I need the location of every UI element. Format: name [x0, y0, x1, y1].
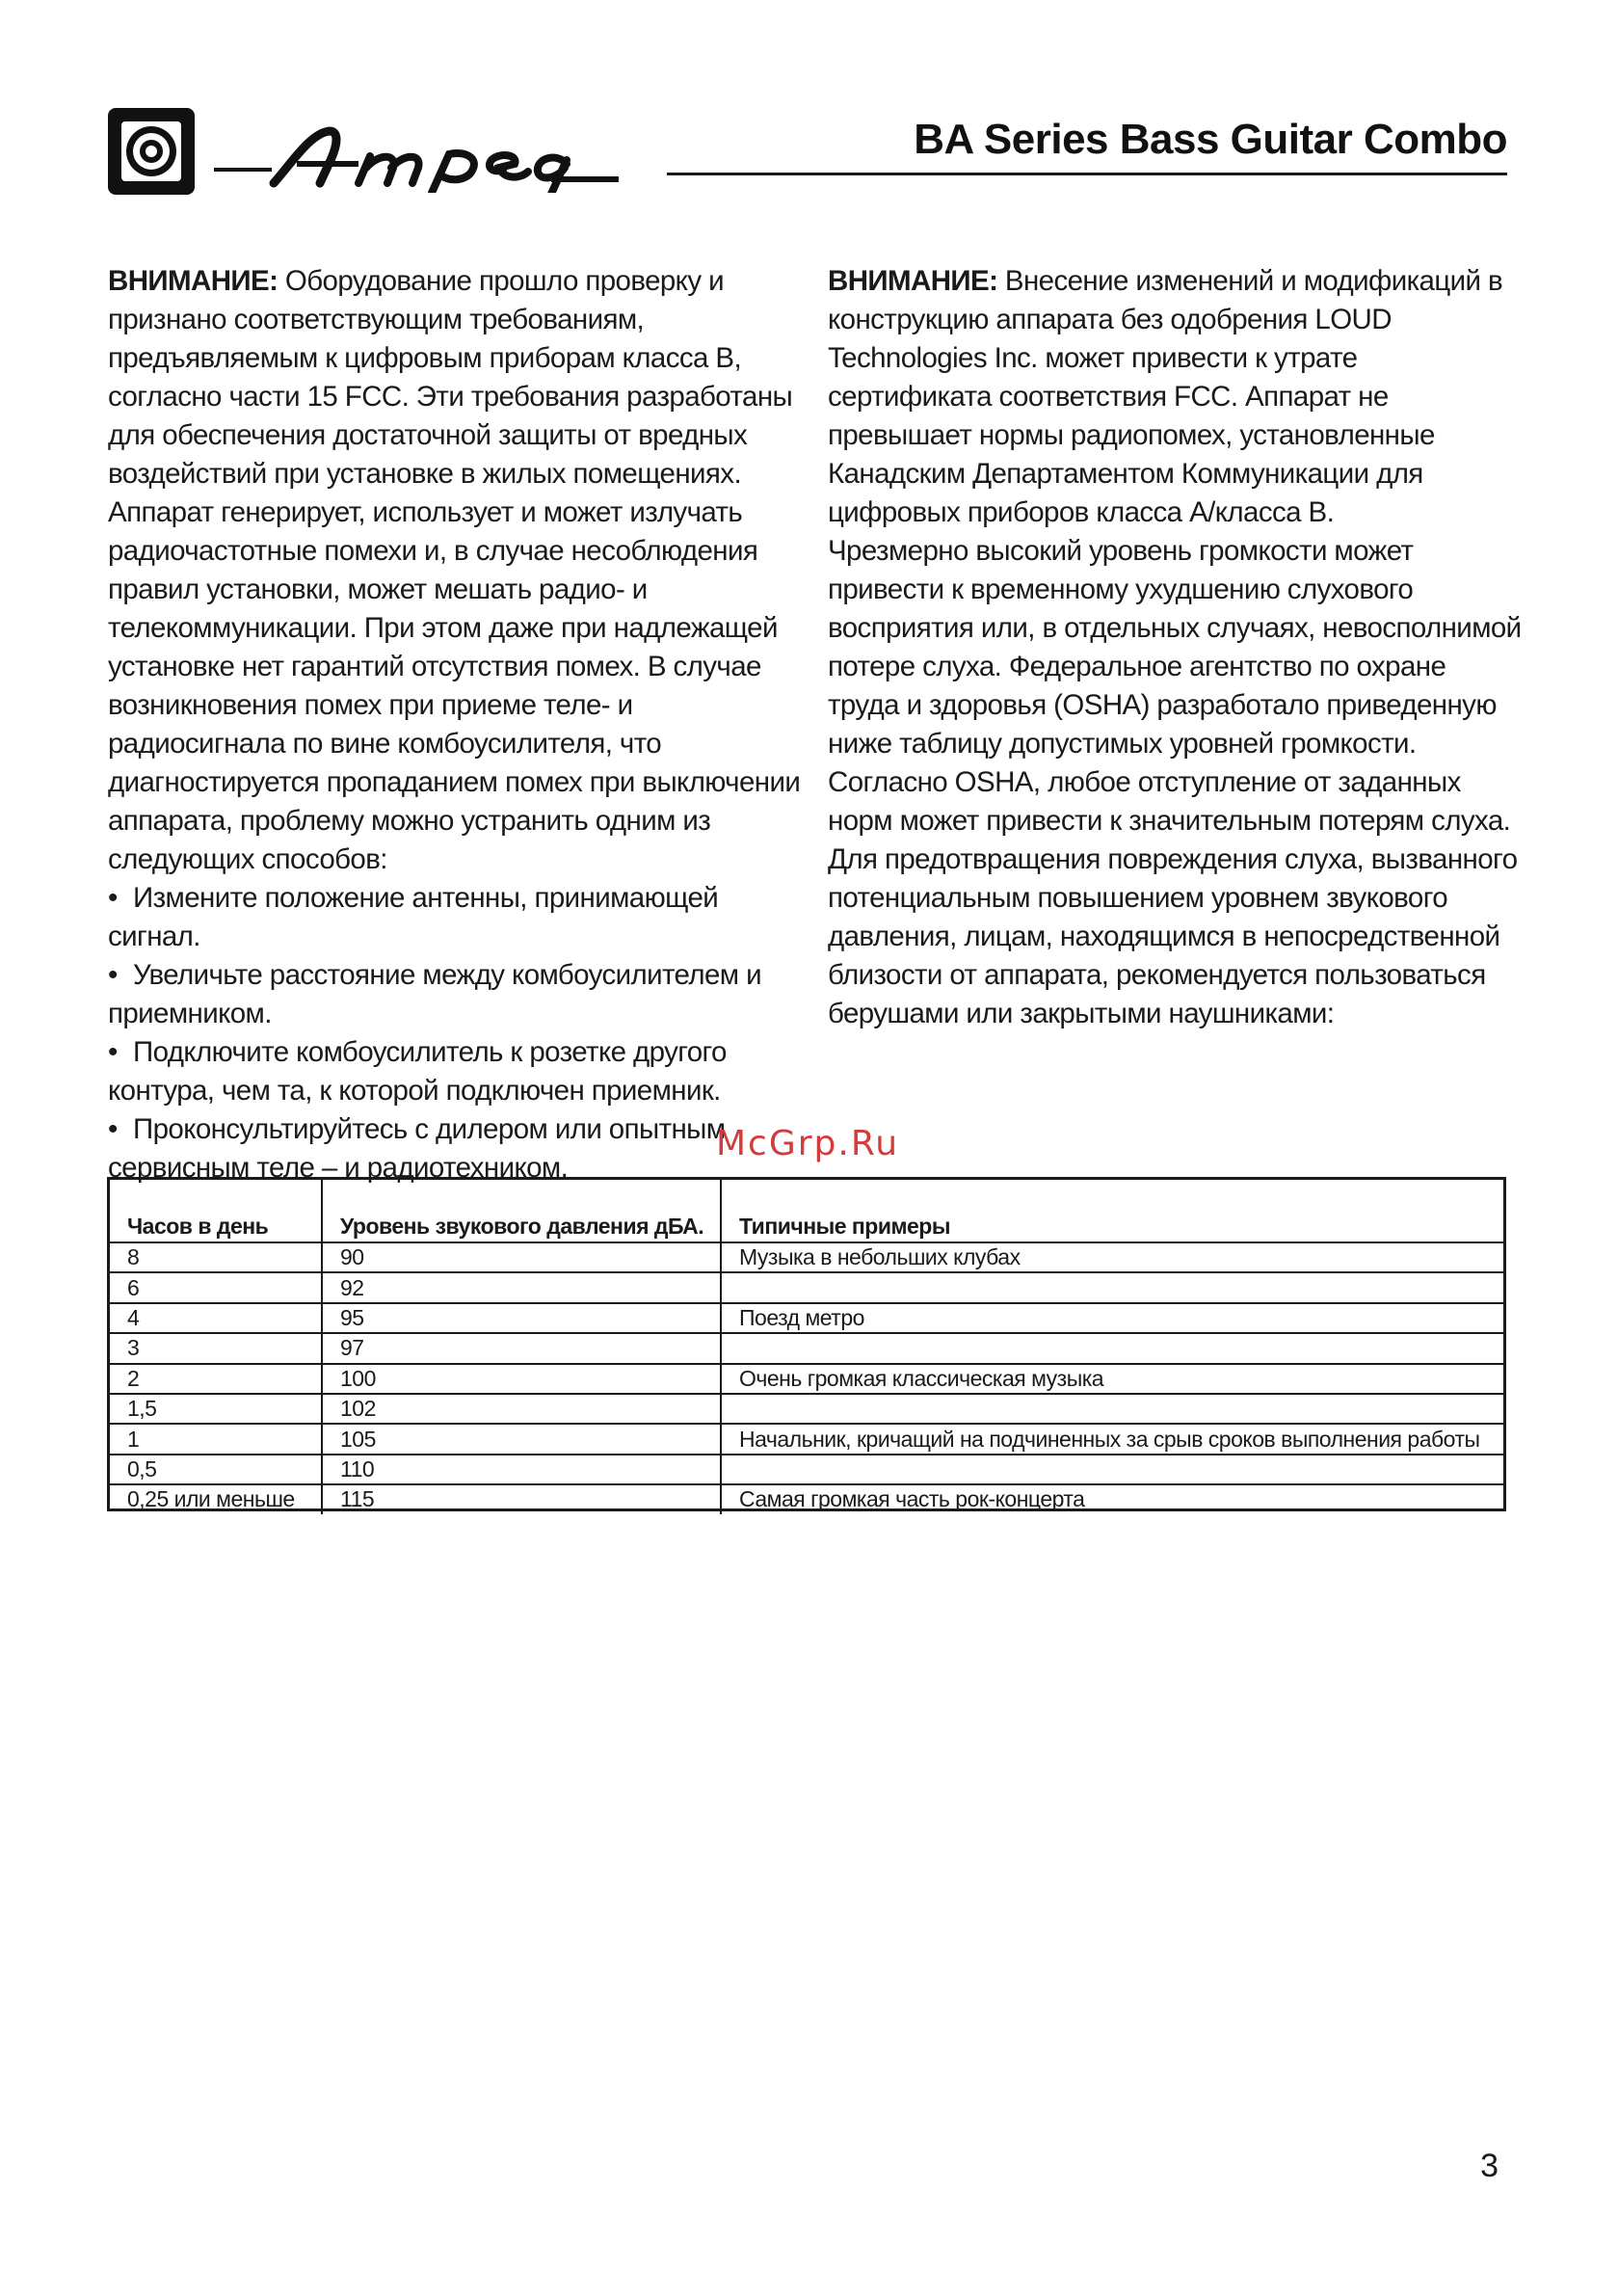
bullet-icon: •: [108, 882, 118, 914]
table-row: 0,5 110: [110, 1455, 1503, 1484]
left-column: [108, 262, 802, 1188]
right-column: [828, 262, 1522, 1033]
left-warning-paragraph: [108, 262, 802, 879]
noise-exposure-table: [107, 1177, 1506, 1511]
left-warning-text: Оборудование прошло проверку и признано соответствующим требованиям, предъявляемым к цифровым приборам класса B, согласно части 15 FCC. Эти требования разработаны для обеспечения достаточной защиты от вредных воздействий при установке в жилых помещениях. Аппарат генерирует, использует и может излучать радиочастотные помехи и, в случае несоблюдения правил установки, может мешать радио- и телекоммуникации. При этом даже при надлежащей установке нет гарантий отсутствия помех. В случае возникновения помех при приеме теле- и радиосигнала по вине комбоусилителя, что диагностируется пропаданием помех при выключении аппарата, проблему можно устранить одним из следующих способов:: [108, 265, 801, 875]
hearing-paragraph: Чрезмерно высокий уровень громкости может привести к временному ухудшению слухового восприятия или, в отдельных случаях, невосполнимой потере слуха. Федеральное агентство по охране труда и здоровья (OSHA) разработало приведенную ниже таблицу допустимых уровней громкости.: [828, 535, 1522, 760]
table-row: 1 105 Начальник, кричащий на подчиненных за срыв сроков выполнения работы: [110, 1424, 1503, 1454]
page-header: [108, 108, 1507, 200]
page-number: 3: [1480, 2148, 1499, 2184]
bullet-icon: •: [108, 1113, 118, 1145]
ampeg-wordmark: [214, 125, 754, 193]
table-header-row: [110, 1180, 1503, 1242]
osha-paragraph: Согласно OSHA, любое отступление от заданных норм может привести к значительным потерям слуха. Для предотвращения повреждения слуха, вызванного потенциальным повышением уровнем звукового давления, лицам, находящимся в непосредственной близости от аппарата, рекомендуется пользоваться берушами или закрытыми наушниками:: [828, 766, 1518, 1029]
header-rule: [667, 173, 1507, 175]
list-item: • Измените положение антенны, принимающей сигнал.: [108, 879, 802, 956]
table-row: 4 95 Поезд метро: [110, 1303, 1503, 1333]
table-row: 1,5 102: [110, 1394, 1503, 1424]
bullet-icon: •: [108, 959, 118, 991]
header-title: BA Series Bass Guitar Combo: [914, 116, 1507, 163]
list-item: • Проконсультируйтесь с дилером или опытным сервисным теле – и радиотехником.: [108, 1110, 802, 1188]
right-warning-label: ВНИМАНИЕ:: [828, 265, 998, 297]
column-header-examples: Типичные примеры: [721, 1180, 1503, 1242]
right-warning-paragraph: [828, 262, 1522, 532]
column-header-hours: Часов в день: [110, 1180, 322, 1242]
left-warning-label: ВНИМАНИЕ:: [108, 265, 279, 297]
table-row: 0,25 или меньше 115 Самая громкая часть рок-концерта: [110, 1484, 1503, 1513]
watermark: McGrp.Ru: [716, 1124, 900, 1163]
table-row: 3 97: [110, 1333, 1503, 1363]
ampeg-logo-icon: [108, 108, 195, 195]
list-item: • Увеличьте расстояние между комбоусилителем и приемником.: [108, 956, 802, 1033]
list-item: • Подключите комбоусилитель к розетке другого контура, чем та, к которой подключен приемник.: [108, 1033, 802, 1110]
right-warning-text: Внесение изменений и модификаций в конструкцию аппарата без одобрения LOUD Technologies Inc. может привести к утрате сертификата соответствия FCC. Аппарат не превышает нормы радиопомех, установленные Канадским Департаментом Коммуникации для цифровых приборов класса A/класса B.: [828, 265, 1503, 528]
column-header-spl: Уровень звукового давления дБА.: [322, 1180, 721, 1242]
table-row: 2 100 Очень громкая классическая музыка: [110, 1364, 1503, 1394]
table-row: 8 90 Музыка в небольших клубах: [110, 1242, 1503, 1272]
table-row: 6 92: [110, 1272, 1503, 1302]
bullet-icon: •: [108, 1036, 118, 1068]
